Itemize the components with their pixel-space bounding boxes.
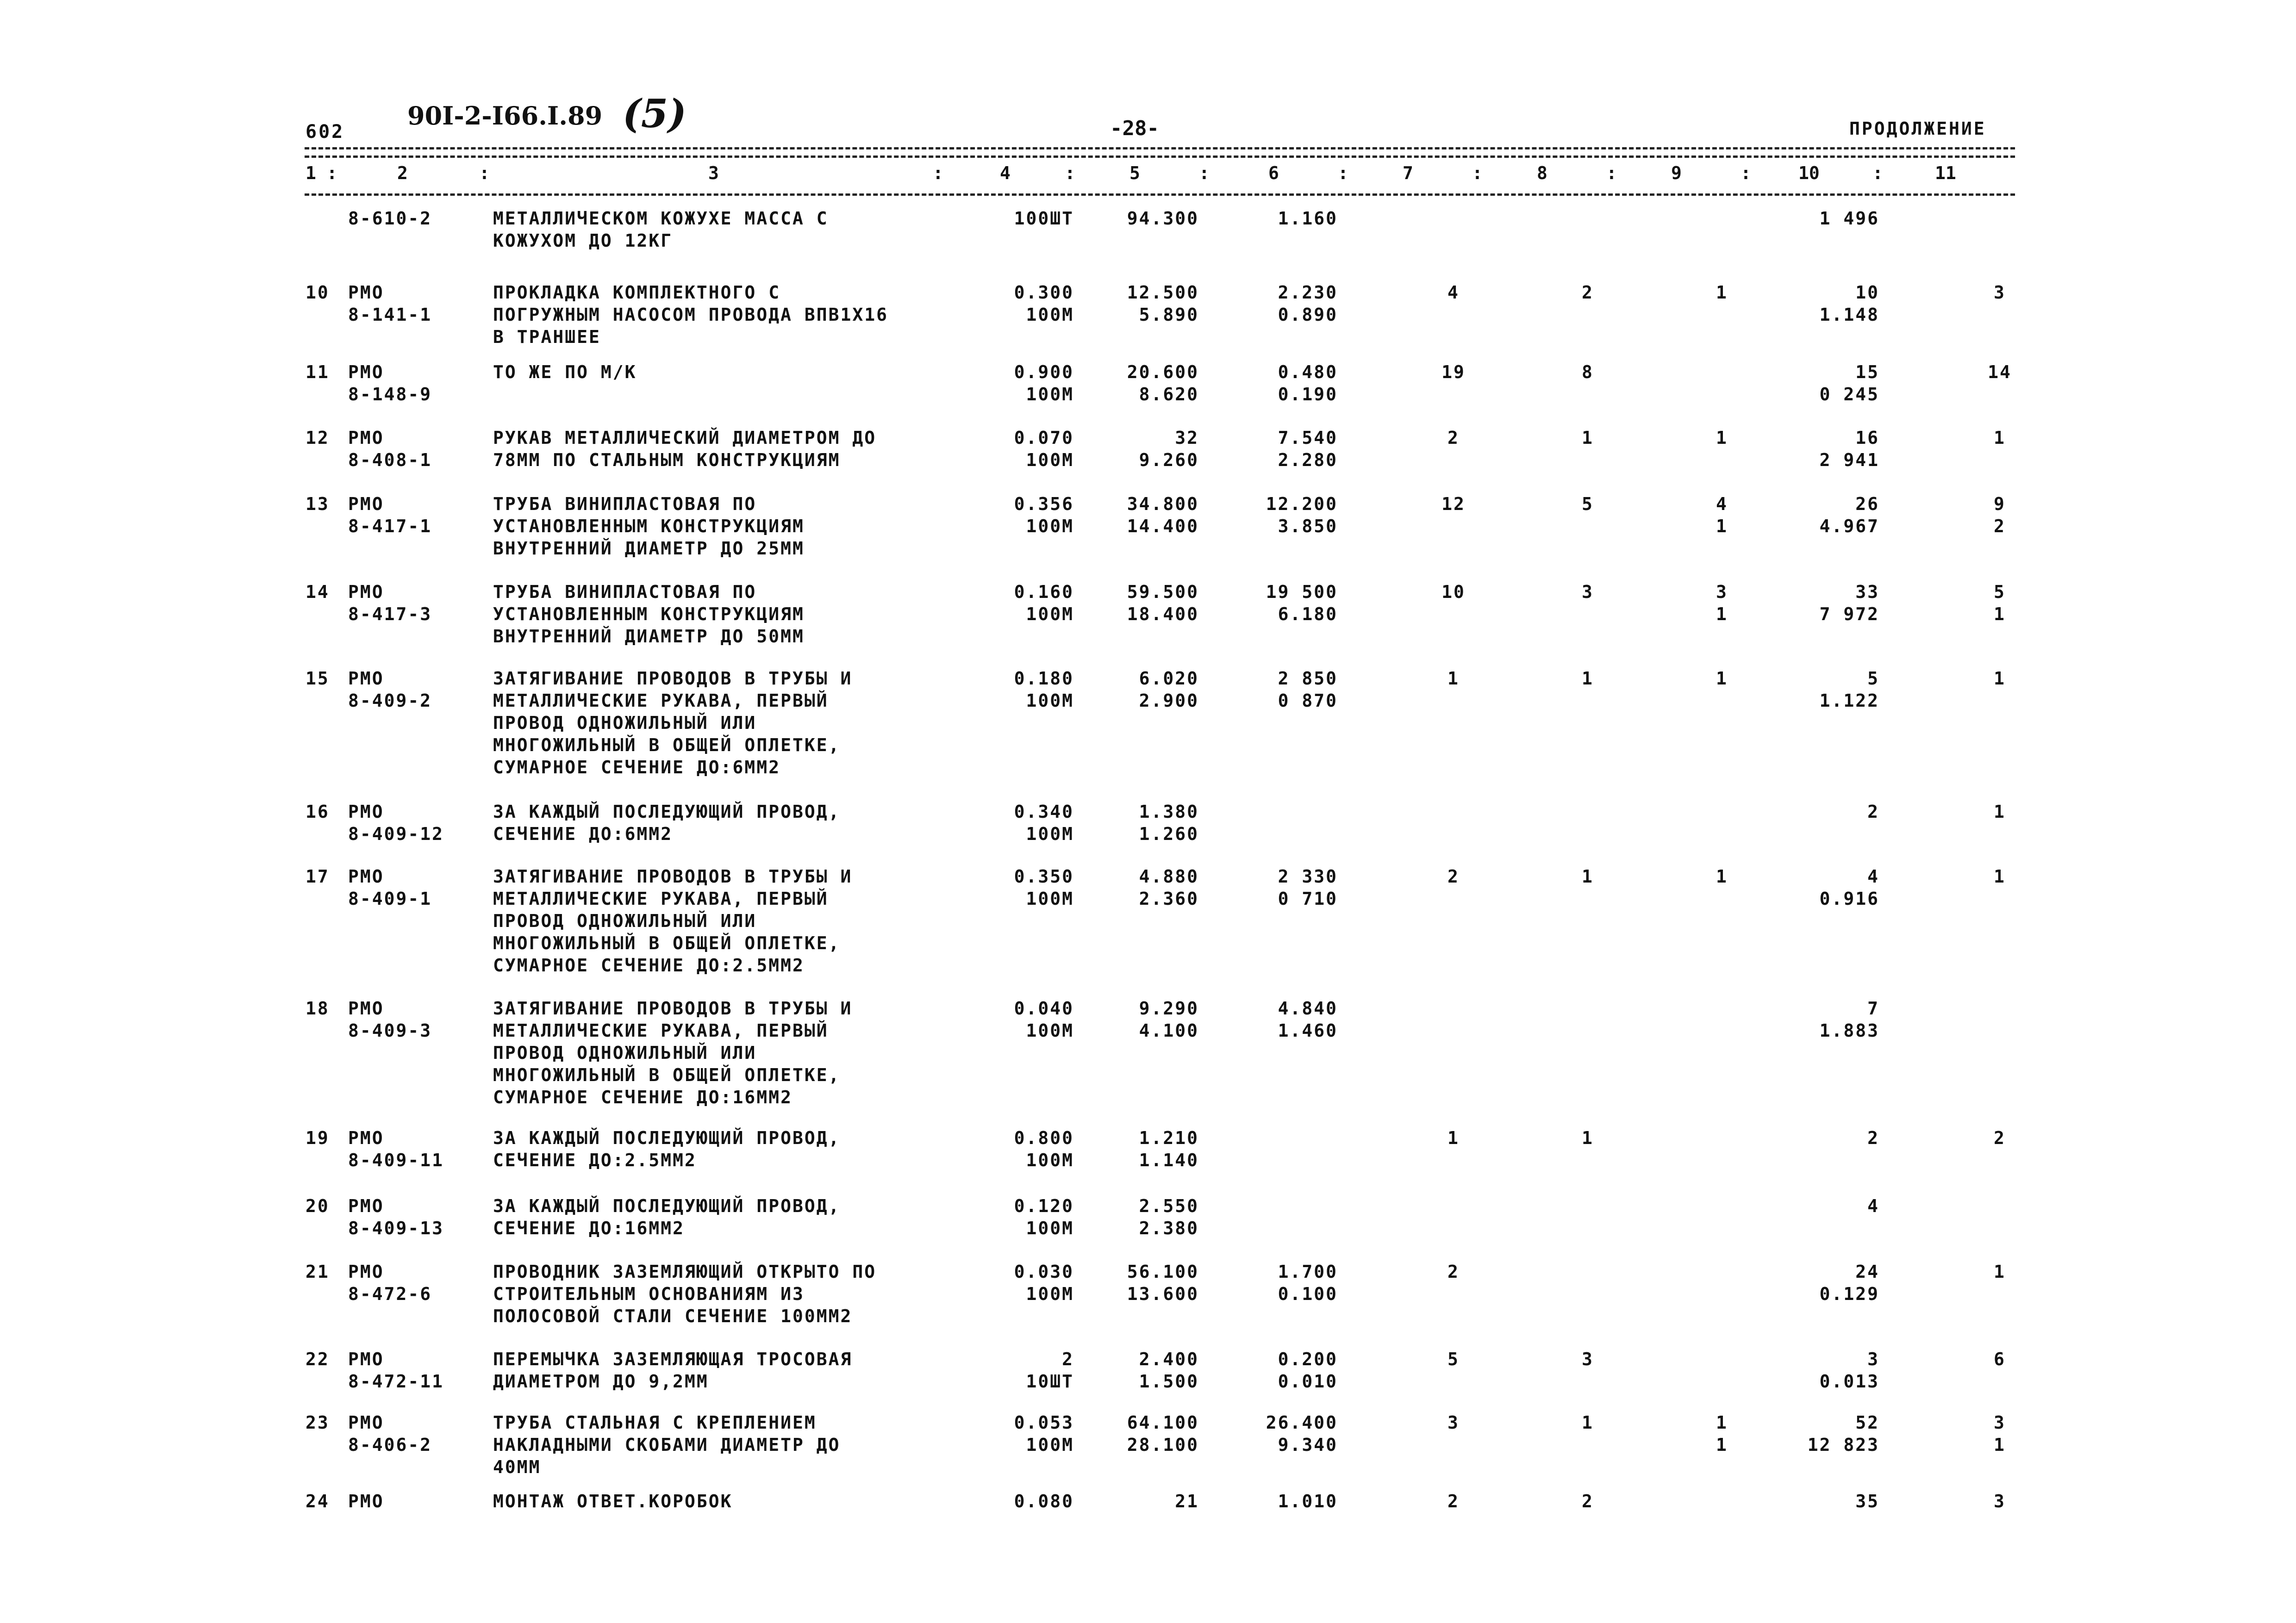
row-number: 23 <box>306 1412 330 1433</box>
rate-code: 8-610-2 <box>348 208 432 229</box>
row-number: 20 <box>306 1196 330 1216</box>
column-7-value: 12 <box>1441 494 1466 514</box>
column-11-value: 1 <box>1994 428 2006 448</box>
rate-code: РМО 8-409-11 <box>348 1128 444 1170</box>
column-10-value: 7 1.883 <box>1819 998 1879 1041</box>
work-description: МЕТАЛЛИЧЕСКОМ КОЖУХЕ МАССА С КОЖУХОМ ДО 12КГ <box>493 208 829 251</box>
column-9-value: 1 <box>1716 282 1728 303</box>
column-header-separator: : <box>1065 163 1075 183</box>
column-9-value: 3 1 <box>1716 582 1728 624</box>
unit-quantity: 0.120 100М <box>1014 1196 1074 1238</box>
column-10-value: 4 <box>1867 1196 1879 1216</box>
unit-quantity: 2 10ШТ <box>1026 1349 1074 1392</box>
sheet-number: -28- <box>1110 117 1159 140</box>
column-10-value: 1 496 <box>1819 208 1879 229</box>
column-8-value: 1 <box>1582 1412 1594 1433</box>
column-10-value: 2 <box>1867 802 1879 822</box>
column-7-value: 4 <box>1447 282 1460 303</box>
rate-code: РМО 8-409-1 <box>348 866 432 909</box>
rate-code: РМО 8-409-3 <box>348 998 432 1041</box>
column-11-value: 5 1 <box>1994 582 2006 624</box>
row-number: 22 <box>306 1349 330 1369</box>
column-9-value: 1 <box>1716 428 1728 448</box>
column-8-value: 1 <box>1582 668 1594 689</box>
unit-quantity: 0.800 100М <box>1014 1128 1074 1170</box>
column-5-value: 94.300 <box>1127 208 1199 229</box>
column-5-value: 12.500 5.890 <box>1127 282 1199 325</box>
unit-quantity: 0.070 100М <box>1014 428 1074 470</box>
column-header-5: 5 <box>1129 163 1140 183</box>
column-11-value: 1 <box>1994 1262 2006 1282</box>
column-header-separator: : <box>1741 163 1751 183</box>
unit-quantity: 0.350 100М <box>1014 866 1074 909</box>
column-7-value: 1 <box>1447 668 1460 689</box>
continued-label: ПРОДОЛЖЕНИЕ <box>1849 118 1986 139</box>
column-header-9: 9 <box>1671 163 1682 183</box>
column-11-value: 1 <box>1994 668 2006 689</box>
unit-quantity: 0.340 100М <box>1014 802 1074 844</box>
document-code: 90I-2-I66.I.89 <box>407 101 603 131</box>
work-description: ПЕРЕМЫЧКА ЗАЗЕМЛЯЮЩАЯ ТРОСОВАЯ ДИАМЕТРОМ ДО 9,2ММ <box>493 1349 853 1392</box>
work-description: ТРУБА СТАЛЬНАЯ С КРЕПЛЕНИЕМ НАКЛАДНЫМИ СКОБАМИ ДИАМЕТР ДО 40ММ <box>493 1412 841 1477</box>
column-header-7: 7 <box>1403 163 1413 183</box>
row-number: 16 <box>306 802 330 822</box>
rate-code: РМО 8-406-2 <box>348 1412 432 1455</box>
column-11-value: 1 <box>1994 866 2006 887</box>
column-11-value: 1 <box>1994 802 2006 822</box>
row-number: 13 <box>306 494 330 514</box>
column-7-value: 2 <box>1447 1262 1460 1282</box>
row-number: 17 <box>306 866 330 887</box>
rate-code: РМО 8-148-9 <box>348 362 432 404</box>
column-header-10: 10 <box>1798 163 1820 183</box>
rate-code: РМО 8-472-11 <box>348 1349 444 1392</box>
row-number: 21 <box>306 1262 330 1282</box>
column-5-value: 20.600 8.620 <box>1127 362 1199 404</box>
column-10-value: 35 <box>1855 1491 1879 1511</box>
column-11-value: 14 <box>1988 362 2012 382</box>
column-10-value: 4 0.916 <box>1819 866 1879 909</box>
row-number: 14 <box>306 582 330 602</box>
work-description: ЗАТЯГИВАНИЕ ПРОВОДОВ В ТРУБЫ И МЕТАЛЛИЧЕСКИЕ РУКАВА, ПЕРВЫЙ ПРОВОД ОДНОЖИЛЬНЫЙ ИЛИ МНОГОЖИЛЬНЫЙ В ОБЩЕЙ ОПЛЕТКЕ, СУМАРНОЕ СЕЧЕНИЕ ДО:2.5ММ2 <box>493 866 853 976</box>
column-11-value: 2 <box>1994 1128 2006 1148</box>
column-11-value: 6 <box>1994 1349 2006 1369</box>
column-7-value: 19 <box>1441 362 1466 382</box>
work-description: ПРОКЛАДКА КОМПЛЕКТНОГО С ПОГРУЖНЫМ НАСОСОМ ПРОВОДА ВПВ1Х16 В ТРАНШЕЕ <box>493 282 888 347</box>
column-10-value: 33 7 972 <box>1819 582 1879 624</box>
column-5-value: 9.290 4.100 <box>1139 998 1199 1041</box>
column-6-value: 1.010 <box>1278 1491 1338 1511</box>
unit-quantity: 0.180 100М <box>1014 668 1074 711</box>
row-number: 12 <box>306 428 330 448</box>
rate-code: РМО 8-141-1 <box>348 282 432 325</box>
work-description: ТРУБА ВИНИПЛАСТОВАЯ ПО УСТАНОВЛЕННЫМ КОНСТРУКЦИЯМ ВНУТРЕННИЙ ДИАМЕТР ДО 25ММ <box>493 494 805 559</box>
column-8-value: 8 <box>1582 362 1594 382</box>
work-description: ТО ЖЕ ПО М/К <box>493 362 637 382</box>
column-header-separator: : <box>933 163 943 183</box>
column-10-value: 5 1.122 <box>1819 668 1879 711</box>
row-number: 19 <box>306 1128 330 1148</box>
column-5-value: 2.400 1.500 <box>1139 1349 1199 1392</box>
column-11-value: 9 2 <box>1994 494 2006 536</box>
column-5-value: 64.100 28.100 <box>1127 1412 1199 1455</box>
column-8-value: 2 <box>1582 282 1594 303</box>
work-description: ЗА КАЖДЫЙ ПОСЛЕДУЮЩИЙ ПРОВОД, СЕЧЕНИЕ ДО:6ММ2 <box>493 802 841 844</box>
column-header-separator: : <box>1199 163 1210 183</box>
column-header-1: 1 : <box>306 163 337 183</box>
rate-code: РМО 8-417-3 <box>348 582 432 624</box>
column-6-value: 7.540 2.280 <box>1278 428 1338 470</box>
column-7-value: 2 <box>1447 1491 1460 1511</box>
unit-quantity: 0.160 100М <box>1014 582 1074 624</box>
column-header-separator: : <box>1606 163 1617 183</box>
column-header-2: 2 <box>397 163 408 183</box>
column-header-6: 6 <box>1268 163 1279 183</box>
column-header-separator: : <box>1338 163 1348 183</box>
column-header-separator: : <box>1872 163 1883 183</box>
column-6-value: 1.700 0.100 <box>1278 1262 1338 1304</box>
column-header-separator: : <box>1472 163 1483 183</box>
column-10-value: 24 0.129 <box>1819 1262 1879 1304</box>
column-5-value: 1.210 1.140 <box>1139 1128 1199 1170</box>
row-number: 11 <box>306 362 330 382</box>
column-5-value: 59.500 18.400 <box>1127 582 1199 624</box>
column-5-value: 56.100 13.600 <box>1127 1262 1199 1304</box>
column-7-value: 2 <box>1447 866 1460 887</box>
column-5-value: 34.800 14.400 <box>1127 494 1199 536</box>
column-5-value: 6.020 2.900 <box>1139 668 1199 711</box>
column-9-value: 1 <box>1716 668 1728 689</box>
column-10-value: 15 0 245 <box>1819 362 1879 404</box>
column-6-value: 1.160 <box>1278 208 1338 229</box>
rate-code: РМО 8-417-1 <box>348 494 432 536</box>
column-10-value: 16 2 941 <box>1819 428 1879 470</box>
unit-quantity: 0.300 100М <box>1014 282 1074 325</box>
column-header-11: 11 <box>1935 163 1956 183</box>
column-5-value: 2.550 2.380 <box>1139 1196 1199 1238</box>
unit-quantity: 0.040 100М <box>1014 998 1074 1041</box>
rate-code: РМО 8-409-12 <box>348 802 444 844</box>
rate-code: РМО 8-472-6 <box>348 1262 432 1304</box>
unit-quantity: 0.356 100М <box>1014 494 1074 536</box>
document-mark: (5) <box>623 91 686 137</box>
column-7-value: 10 <box>1441 582 1466 602</box>
rate-code: РМО <box>348 1491 384 1511</box>
work-description: ЗАТЯГИВАНИЕ ПРОВОДОВ В ТРУБЫ И МЕТАЛЛИЧЕСКИЕ РУКАВА, ПЕРВЫЙ ПРОВОД ОДНОЖИЛЬНЫЙ ИЛИ МНОГОЖИЛЬНЫЙ В ОБЩЕЙ ОПЛЕТКЕ, СУМАРНОЕ СЕЧЕНИЕ ДО:6ММ2 <box>493 668 853 777</box>
column-8-value: 3 <box>1582 582 1594 602</box>
page-number: 602 <box>306 121 345 143</box>
column-10-value: 2 <box>1867 1128 1879 1148</box>
column-8-value: 1 <box>1582 866 1594 887</box>
column-10-value: 52 12 823 <box>1807 1412 1879 1455</box>
column-8-value: 1 <box>1582 428 1594 448</box>
column-header-3: 3 <box>708 163 719 183</box>
column-6-value: 2 330 0 710 <box>1278 866 1338 909</box>
work-description: ЗАТЯГИВАНИЕ ПРОВОДОВ В ТРУБЫ И МЕТАЛЛИЧЕСКИЕ РУКАВА, ПЕРВЫЙ ПРОВОД ОДНОЖИЛЬНЫЙ ИЛИ МНОГОЖИЛЬНЫЙ В ОБЩЕЙ ОПЛЕТКЕ, СУМАРНОЕ СЕЧЕНИЕ ДО:16ММ2 <box>493 998 853 1107</box>
work-description: РУКАВ МЕТАЛЛИЧЕСКИЙ ДИАМЕТРОМ ДО 78ММ ПО СТАЛЬНЫМ КОНСТРУКЦИЯМ <box>493 428 877 470</box>
column-7-value: 3 <box>1447 1412 1460 1433</box>
column-5-value: 4.880 2.360 <box>1139 866 1199 909</box>
column-header-4: 4 <box>1000 163 1011 183</box>
column-7-value: 2 <box>1447 428 1460 448</box>
work-description: ЗА КАЖДЫЙ ПОСЛЕДУЮЩИЙ ПРОВОД, СЕЧЕНИЕ ДО:2.5ММ2 <box>493 1128 841 1170</box>
unit-quantity: 100ШТ <box>1014 208 1074 229</box>
column-9-value: 1 <box>1716 866 1728 887</box>
column-8-value: 1 <box>1582 1128 1594 1148</box>
column-6-value: 12.200 3.850 <box>1266 494 1338 536</box>
column-11-value: 3 <box>1994 1491 2006 1511</box>
work-description: ЗА КАЖДЫЙ ПОСЛЕДУЮЩИЙ ПРОВОД, СЕЧЕНИЕ ДО:16ММ2 <box>493 1196 841 1238</box>
column-5-value: 1.380 1.260 <box>1139 802 1199 844</box>
unit-quantity: 0.080 <box>1014 1491 1074 1511</box>
column-6-value: 26.400 9.340 <box>1266 1412 1338 1455</box>
unit-quantity: 0.900 100М <box>1014 362 1074 404</box>
unit-quantity: 0.053 100М <box>1014 1412 1074 1455</box>
work-description: ПРОВОДНИК ЗАЗЕМЛЯЮЩИЙ ОТКРЫТО ПО СТРОИТЕЛЬНЫМ ОСНОВАНИЯМ ИЗ ПОЛОСОВОЙ СТАЛИ СЕЧЕНИЕ 100ММ2 <box>493 1262 877 1326</box>
row-number: 18 <box>306 998 330 1019</box>
rate-code: РМО 8-408-1 <box>348 428 432 470</box>
column-10-value: 26 4.967 <box>1819 494 1879 536</box>
column-7-value: 5 <box>1447 1349 1460 1369</box>
column-7-value: 1 <box>1447 1128 1460 1148</box>
column-6-value: 4.840 1.460 <box>1278 998 1338 1041</box>
row-number: 24 <box>306 1491 330 1511</box>
column-6-value: 2.230 0.890 <box>1278 282 1338 325</box>
work-description: ТРУБА ВИНИПЛАСТОВАЯ ПО УСТАНОВЛЕННЫМ КОНСТРУКЦИЯМ ВНУТРЕННИЙ ДИАМЕТР ДО 50ММ <box>493 582 805 647</box>
column-6-value: 0.200 0.010 <box>1278 1349 1338 1392</box>
column-9-value: 4 1 <box>1716 494 1728 536</box>
column-11-value: 3 1 <box>1994 1412 2006 1455</box>
column-11-value: 3 <box>1994 282 2006 303</box>
column-8-value: 5 <box>1582 494 1594 514</box>
column-5-value: 21 <box>1175 1491 1199 1511</box>
column-10-value: 3 0.013 <box>1819 1349 1879 1392</box>
column-6-value: 2 850 0 870 <box>1278 668 1338 711</box>
column-header-separator: : <box>479 163 490 183</box>
rate-code: РМО 8-409-2 <box>348 668 432 711</box>
column-8-value: 2 <box>1582 1491 1594 1511</box>
rate-code: РМО 8-409-13 <box>348 1196 444 1238</box>
row-number: 10 <box>306 282 330 303</box>
column-6-value: 0.480 0.190 <box>1278 362 1338 404</box>
column-6-value: 19 500 6.180 <box>1266 582 1338 624</box>
column-header-8: 8 <box>1537 163 1547 183</box>
unit-quantity: 0.030 100М <box>1014 1262 1074 1304</box>
column-8-value: 3 <box>1582 1349 1594 1369</box>
column-10-value: 10 1.148 <box>1819 282 1879 325</box>
column-9-value: 1 1 <box>1716 1412 1728 1455</box>
column-5-value: 32 9.260 <box>1139 428 1199 470</box>
work-description: МОНТАЖ ОТВЕТ.КОРОБОК <box>493 1491 733 1511</box>
row-number: 15 <box>306 668 330 689</box>
